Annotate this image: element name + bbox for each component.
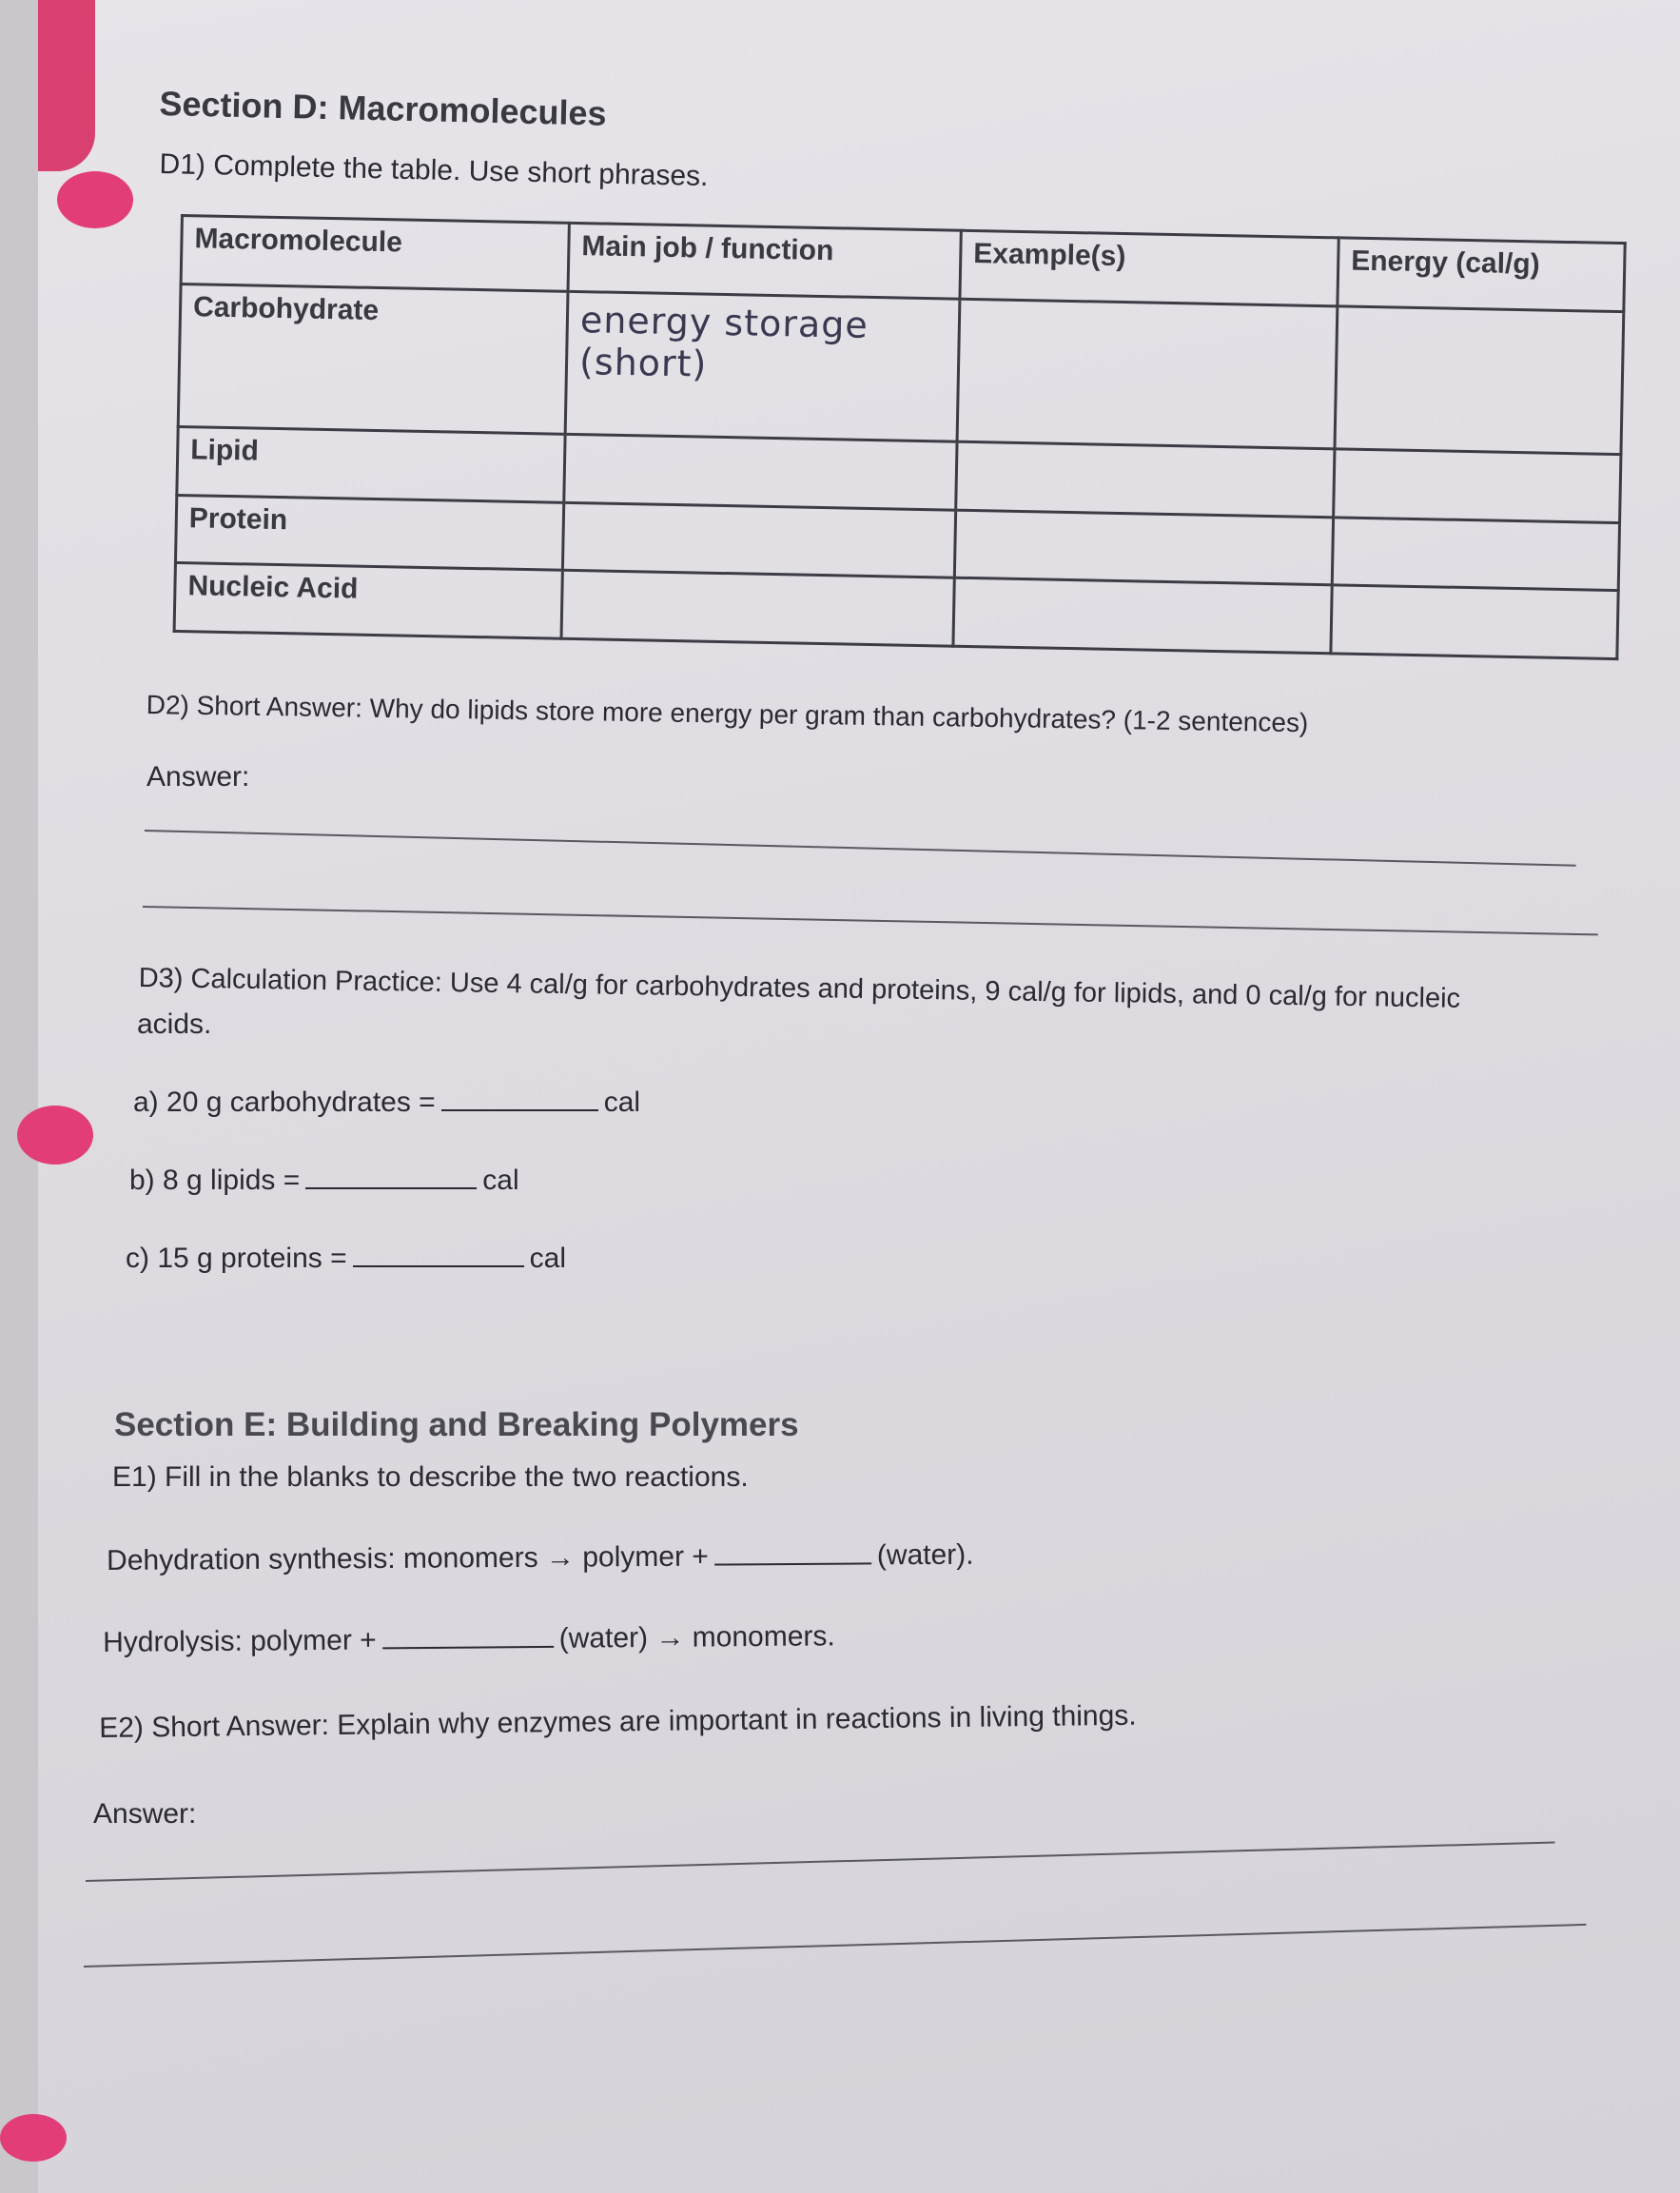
dehydration-blank[interactable] bbox=[714, 1561, 871, 1565]
dehydration-suffix: (water). bbox=[876, 1538, 974, 1572]
calc-c-unit: cal bbox=[529, 1243, 566, 1274]
page-edge-decoration bbox=[38, 0, 95, 171]
cell-macromolecule: Nucleic Acid bbox=[174, 563, 562, 638]
d2-answer-line-1[interactable] bbox=[145, 830, 1576, 867]
d1-instruction: D1) Complete the table. Use short phrases. bbox=[159, 148, 709, 193]
header-examples: Example(s) bbox=[960, 230, 1338, 305]
cell-examples[interactable] bbox=[953, 578, 1332, 654]
binder-hole-top bbox=[57, 171, 133, 228]
cell-energy[interactable] bbox=[1331, 585, 1618, 658]
section-e-title: Section E: Building and Breaking Polymers bbox=[114, 1406, 799, 1443]
table-row bbox=[178, 284, 1624, 455]
cell-function[interactable] bbox=[564, 434, 957, 510]
binder-hole-middle bbox=[17, 1106, 93, 1165]
cell-macromolecule: Protein bbox=[175, 495, 563, 570]
e1-instruction: E1) Fill in the blanks to describe the two reactions. bbox=[112, 1461, 749, 1493]
macromolecule-table bbox=[173, 214, 1627, 660]
worksheet-page bbox=[38, 0, 1680, 2193]
section-d-title: Section D: Macromolecules bbox=[159, 84, 608, 133]
cell-function[interactable] bbox=[562, 502, 955, 578]
e2-question: E2) Short Answer: Explain why enzymes are important in reactions in living things. bbox=[99, 1699, 1137, 1744]
cell-macromolecule: Lipid bbox=[177, 427, 565, 502]
d2-answer-label: Answer: bbox=[147, 761, 250, 793]
cell-macromolecule: Carbohydrate bbox=[178, 284, 568, 434]
binder-hole-bottom bbox=[0, 2114, 67, 2162]
calc-b-unit: cal bbox=[482, 1165, 519, 1196]
d3-instruction-line2: acids. bbox=[137, 1008, 212, 1040]
header-energy: Energy (cal/g) bbox=[1338, 238, 1625, 311]
calc-c-blank[interactable] bbox=[353, 1264, 524, 1267]
cell-function-handwritten[interactable]: energy storage (short) bbox=[565, 291, 960, 441]
calc-a-unit: cal bbox=[603, 1087, 641, 1118]
calc-item-a bbox=[133, 1087, 640, 1119]
cell-examples[interactable] bbox=[954, 510, 1333, 585]
e2-answer-line-1[interactable] bbox=[86, 1842, 1555, 1882]
header-function: Main job / function bbox=[568, 223, 961, 299]
e2-answer-label: Answer: bbox=[93, 1798, 197, 1830]
cell-examples[interactable] bbox=[957, 299, 1338, 449]
d3-instruction-line1: D3) Calculation Practice: Use 4 cal/g for carbohydrates and proteins, 9 cal/g for lipids, and 0 cal/g for nucleic bbox=[138, 963, 1461, 1014]
calc-b-blank[interactable] bbox=[305, 1186, 477, 1189]
cell-energy[interactable] bbox=[1334, 449, 1621, 522]
hydrolysis-text: Hydrolysis: polymer + bbox=[103, 1624, 377, 1658]
calc-b-label: b) 8 g lipids = bbox=[129, 1165, 301, 1196]
header-macromolecule: Macromolecule bbox=[181, 216, 569, 291]
dehydration-text: Dehydration synthesis: monomers → polymer + bbox=[107, 1540, 709, 1576]
cell-examples[interactable] bbox=[956, 441, 1335, 517]
hydrolysis-suffix: (water) → monomers. bbox=[558, 1620, 835, 1655]
calc-item-c bbox=[126, 1243, 566, 1275]
calc-c-label: c) 15 g proteins = bbox=[126, 1243, 347, 1274]
d2-answer-line-2[interactable] bbox=[143, 906, 1598, 935]
dehydration-line bbox=[107, 1539, 974, 1577]
cell-function[interactable] bbox=[561, 571, 954, 647]
e2-answer-line-2[interactable] bbox=[84, 1924, 1586, 1968]
cell-energy[interactable] bbox=[1332, 518, 1619, 591]
cell-energy[interactable] bbox=[1335, 305, 1624, 454]
hydrolysis-line bbox=[103, 1620, 835, 1659]
d2-question: D2) Short Answer: Why do lipids store more energy per gram than carbohydrates? (1-2 sentences) bbox=[146, 690, 1309, 738]
calc-item-b bbox=[129, 1165, 519, 1197]
hydrolysis-blank[interactable] bbox=[382, 1645, 554, 1650]
calc-a-label: a) 20 g carbohydrates = bbox=[133, 1087, 436, 1118]
calc-a-blank[interactable] bbox=[441, 1108, 598, 1111]
